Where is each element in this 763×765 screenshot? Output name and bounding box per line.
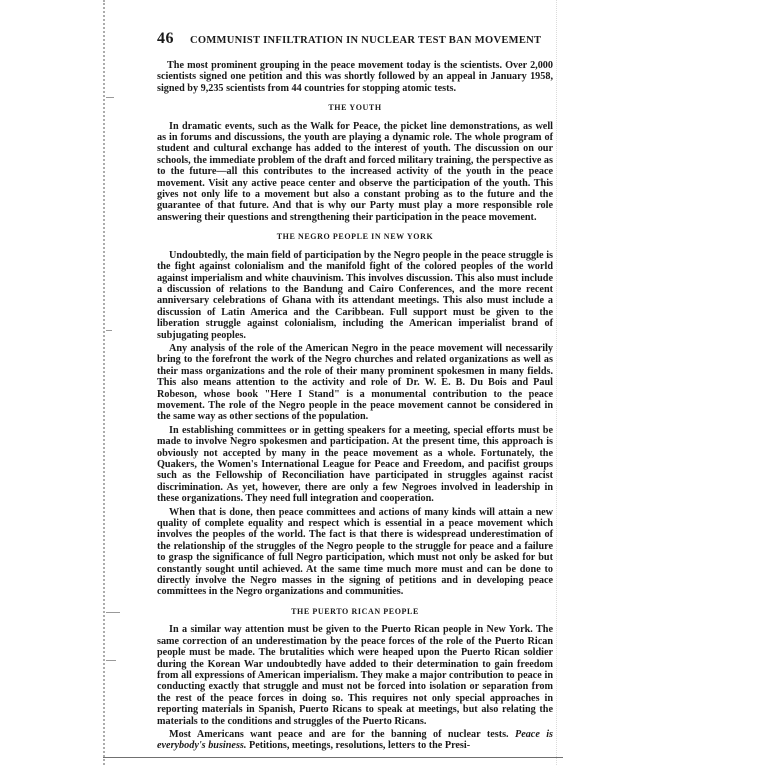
margin-mark <box>106 97 114 98</box>
section-heading-puerto-rican: THE PUERTO RICAN PEOPLE <box>291 606 419 616</box>
margin-mark <box>106 612 120 613</box>
section-heading-youth: THE YOUTH <box>328 103 382 113</box>
bottom-rule <box>103 757 563 758</box>
section-heading-negro-people: THE NEGRO PEOPLE IN NEW YORK <box>276 232 434 242</box>
youth-paragraph: In dramatic events, such as the Walk for Peace, the picket line demonstrations, as well as in forums and discussions, the youth are playing a dynamic role. The whole program of student and cultural exchange has added to the interest of youth. The discussion on our schools, the immediate problem of the draft and forced military training, the perspective as to the future—all this contributes to the increased activity of the youth in the peace movement. Visit any active peace center and observe the participation of the youth. This gives not only life to a movement but also a constant probing as to the future and the guarantee of that future. And that is why our Party must play a more responsible role answering their questions and strengthening their participation in the peace movement. <box>157 120 553 223</box>
page-number: 46 <box>157 30 174 47</box>
paragraph-2-end: Petitions, meetings, resolutions, letters to the Presi- <box>248 740 471 752</box>
running-head: COMMUNIST INFILTRATION IN NUCLEAR TEST BAN MOVEMENT <box>190 35 542 46</box>
margin-mark <box>106 660 116 661</box>
puerto-rican-paragraph-1: In a similar way attention must be given to the Puerto Rican people in New York. The same correction of an underestimation by the peace forces of the role of the Puerto Rican people must be made. The brutalities which were heaped upon the Puerto Rican soldier during the Korean War undoubtedly have added to their determination to gain freedom from all expressions of American imperialism. They make a major contribution to peace in conducting exactly that struggle and must not be forced into isolation or separation from the rest of the peace forces in doing so. This requires not only special approaches in reporting materials in Spanish, Puerto Ricans to speak at meetings, but also relating the materials to the conditions and struggles of the Puerto Ricans. <box>157 624 553 727</box>
negro-paragraph-1: Undoubtedly, the main field of participation by the Negro people in the peace struggle is the fight against colonialism and the manifold fight of the colored peoples of the world against imperialism and white chauvinism. This involves discussion. This also must include a discussion of relations to the Bandung and Cairo Conferences, and the more recent anniversary celebrations of Ghana with its attendant meetings. This also must include a discussion of Latin America and the Caribbean. Full support must be given to the liberation struggle against colonialism, including the American imperialist brand of subjugating peoples. <box>157 249 553 341</box>
margin-mark <box>106 330 112 331</box>
scan-right-edge <box>556 0 558 765</box>
negro-paragraph-2: Any analysis of the role of the American Negro in the peace movement will necessarily bring to the forefront the work of the Negro churches and related organizations as well as their mass organizations and the role of their many prominent spokesmen in many fields. This also means attention to the activity and role of Dr. W. E. B. Du Bois and Paul Robeson, whose book "Here I Stand" is a monumental contribution to the peace movement. The role of the Negro people in the peace movement cannot be considered in the same way as other sections of the population. <box>157 342 553 423</box>
scan-left-edge <box>103 0 106 765</box>
intro-paragraph: The most prominent grouping in the peace movement today is the scientists. Over 2,000 scientists signed one petition and this was shortly followed by an appeal in January 1958, signed by 9,235 scientists from 44 countries for stopping atomic tests. <box>157 60 553 94</box>
body-text <box>157 60 553 754</box>
negro-paragraph-3: In establishing committees or in getting speakers for a meeting, special efforts must be made to involve Negro spokesmen and participation. At the present time, this approach is obviously not accepted by many in the peace movement as a whole. Fortunately, the Quakers, the Women's International League for Peace and Freedom, and pacifist groups such as the Fellowship of Reconciliation have participated in struggles against racist discrimination. As yet, however, there are only a few Negroes involved in leadership in these organizations. They need full integration and cooperation. <box>157 424 553 505</box>
paragraph-2-start: Most Americans want peace and are for the banning of nuclear tests. <box>169 728 509 740</box>
puerto-rican-paragraph-2 <box>157 729 553 752</box>
paragraph-2-italic: Peace is everybody's business. <box>157 728 554 752</box>
negro-paragraph-4: When that is done, then peace committees and actions of many kinds will attain a new quality of complete equality and respect which is essential in a peace movement which involves the peoples of the world. The fact is that there is widespread underestimation of the relationship of the struggles of the Negro people to the struggle for peace and a failure to grasp the significance of full Negro participation, which must not only be asked for but constantly sought until achieved. At the same time much more must and can be done to directly involve the Negro masses in the signing of petitions and in developing peace committees in the Negro organizations and communities. <box>157 506 553 598</box>
page-header <box>157 30 557 50</box>
